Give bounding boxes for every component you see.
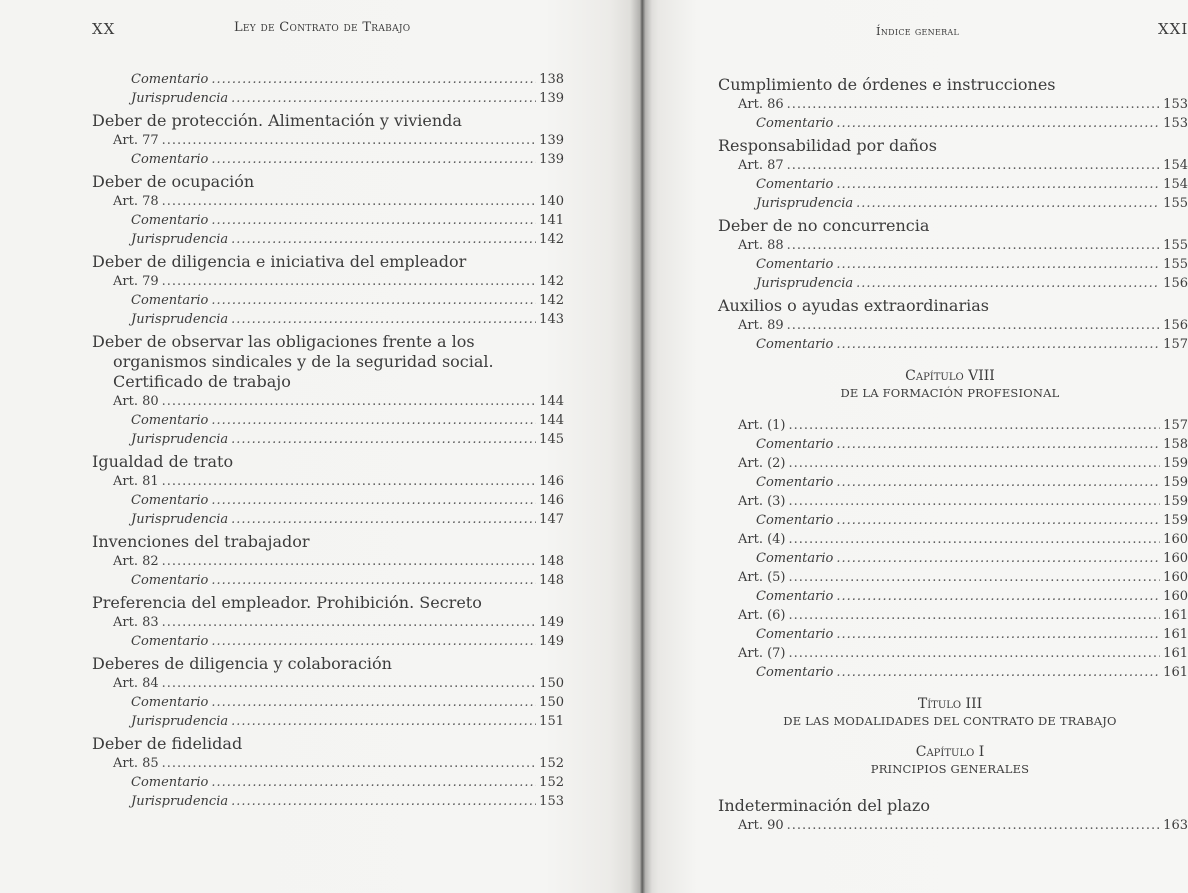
toc-subentry (718, 625, 1188, 644)
heading-text: Igualdad de trato (92, 452, 234, 471)
page-ref: 149 (539, 634, 564, 649)
heading-text: Invenciones del trabajador (92, 532, 310, 551)
entry-label: Art. (6) (738, 608, 786, 623)
toc-subentry (718, 194, 1188, 213)
title-heading (712, 696, 1188, 730)
page-ref: 159 (1163, 494, 1188, 509)
page-ref: 159 (1163, 513, 1188, 528)
page-ref: 153 (1163, 116, 1188, 131)
heading-continuation: organismos sindicales y de la seguridad social. (113, 352, 494, 371)
page-ref: 144 (539, 394, 564, 409)
toc-subentry (92, 773, 564, 792)
dot-leader (162, 392, 537, 411)
entry-label: Art. (5) (738, 570, 786, 585)
toc-section-heading (718, 296, 1188, 316)
toc-article-entry (718, 492, 1188, 511)
toc-section-heading (718, 796, 1188, 816)
toc-subentry (92, 70, 564, 89)
heading-text: Cumplimiento de órdenes e instrucciones (718, 75, 1056, 94)
entry-label: Art. 83 (113, 615, 159, 630)
division-name: PRINCIPIOS GENERALES (870, 762, 1030, 776)
entry-label: Comentario (756, 551, 834, 566)
entry-label: Comentario (756, 665, 834, 680)
toc-section-heading (92, 252, 564, 272)
running-head: Índice general (876, 24, 960, 38)
entry-label: Comentario (131, 775, 209, 790)
page-ref: 154 (1163, 177, 1188, 192)
toc-article-entry (92, 272, 564, 291)
division-number: Título III (917, 696, 983, 712)
page-ref: 139 (539, 133, 564, 148)
toc-article-entry (92, 392, 564, 411)
dot-leader (789, 606, 1161, 625)
dot-leader (836, 511, 1160, 530)
dot-leader (789, 530, 1161, 549)
dot-leader (789, 492, 1161, 511)
division-number: Capítulo VIII (905, 368, 995, 384)
toc-section-heading (718, 136, 1188, 156)
dot-leader (789, 568, 1161, 587)
dot-leader (836, 625, 1160, 644)
entry-label: Comentario (756, 627, 834, 642)
toc-subentry (92, 632, 564, 651)
dot-leader (231, 792, 536, 811)
page-ref: 142 (539, 274, 564, 289)
dot-leader (162, 272, 537, 291)
toc-subentry (718, 335, 1188, 354)
toc-subentry (718, 255, 1188, 274)
toc-section-heading (718, 216, 1188, 236)
page-ref: 161 (1163, 665, 1188, 680)
entry-label: Comentario (756, 257, 834, 272)
toc-subentry (92, 211, 564, 230)
page-ref: 161 (1163, 627, 1188, 642)
dot-leader (789, 644, 1161, 663)
toc-section-heading (92, 593, 564, 613)
page-ref: 160 (1163, 551, 1188, 566)
dot-leader (787, 816, 1161, 835)
entry-label: Art. 80 (113, 394, 159, 409)
toc-article-entry (92, 754, 564, 773)
toc-article-entry (92, 552, 564, 571)
toc-article-entry (92, 613, 564, 632)
toc-article-entry (718, 316, 1188, 335)
entry-label: Jurisprudencia (756, 196, 854, 211)
page-ref: 159 (1163, 456, 1188, 471)
page-ref: 150 (539, 695, 564, 710)
entry-label: Comentario (131, 152, 209, 167)
entry-label: Jurisprudencia (131, 512, 229, 527)
dot-leader (836, 435, 1160, 454)
toc-article-entry (718, 816, 1188, 835)
page-ref: 157 (1163, 418, 1188, 433)
page-ref: 155 (1163, 196, 1188, 211)
entry-label: Comentario (131, 413, 209, 428)
page-ref: 153 (1163, 97, 1188, 112)
entry-label: Art. 77 (113, 133, 159, 148)
dot-leader (211, 693, 536, 712)
toc-subentry (718, 274, 1188, 293)
dot-leader (162, 131, 537, 150)
running-head: Ley de Contrato de Trabajo (234, 20, 411, 35)
page-ref: 140 (539, 194, 564, 209)
toc-article-entry (718, 644, 1188, 663)
entry-label: Jurisprudencia (756, 276, 854, 291)
toc-article-entry (718, 156, 1188, 175)
page-ref: 154 (1163, 158, 1188, 173)
dot-leader (162, 552, 537, 571)
heading-text: Deber de diligencia e iniciativa del empleador (92, 252, 467, 271)
dot-leader (231, 712, 536, 731)
dot-leader (787, 236, 1161, 255)
entry-label: Jurisprudencia (131, 312, 229, 327)
dot-leader (787, 95, 1161, 114)
dot-leader (211, 150, 536, 169)
dot-leader (856, 194, 1160, 213)
page-ref: 158 (1163, 437, 1188, 452)
heading-text: Deber de protección. Alimentación y vivienda (92, 111, 462, 130)
toc-article-entry (718, 236, 1188, 255)
toc-subentry (92, 150, 564, 169)
toc-subentry (718, 435, 1188, 454)
page-number: XXI (1158, 20, 1188, 38)
entry-label: Art. (3) (738, 494, 786, 509)
dot-leader (231, 430, 536, 449)
dot-leader (836, 255, 1160, 274)
page-ref: 151 (539, 714, 564, 729)
dot-leader (211, 411, 536, 430)
heading-text: Auxilios o ayudas extraordinarias (718, 296, 989, 315)
entry-label: Jurisprudencia (131, 232, 229, 247)
page-ref: 139 (539, 91, 564, 106)
dot-leader (836, 663, 1160, 682)
toc-section-heading (92, 172, 564, 192)
table-of-contents (718, 72, 1188, 835)
division-number: Capítulo I (915, 744, 985, 760)
toc-article-entry (92, 131, 564, 150)
toc-subentry (92, 411, 564, 430)
toc-article-entry (718, 416, 1188, 435)
dot-leader (162, 754, 537, 773)
dot-leader (231, 310, 536, 329)
entry-label: Jurisprudencia (131, 794, 229, 809)
toc-article-entry (92, 192, 564, 211)
dot-leader (162, 613, 537, 632)
entry-label: Comentario (131, 213, 209, 228)
page-ref: 160 (1163, 589, 1188, 604)
entry-label: Art. 78 (113, 194, 159, 209)
dot-leader (836, 175, 1160, 194)
page-ref: 143 (539, 312, 564, 327)
chapter-heading (712, 744, 1188, 778)
page-ref: 155 (1163, 238, 1188, 253)
entry-label: Art. 86 (738, 97, 784, 112)
entry-label: Jurisprudencia (131, 91, 229, 106)
toc-subentry (92, 291, 564, 310)
entry-label: Comentario (756, 437, 834, 452)
page-ref: 161 (1163, 608, 1188, 623)
dot-leader (787, 316, 1161, 335)
entry-label: Comentario (131, 72, 209, 87)
dot-leader (789, 454, 1161, 473)
page-ref: 142 (539, 232, 564, 247)
toc-section-heading (92, 332, 564, 392)
dot-leader (162, 472, 537, 491)
toc-subentry (718, 114, 1188, 133)
entry-label: Comentario (756, 589, 834, 604)
toc-section-heading (92, 734, 564, 754)
toc-subentry (92, 491, 564, 510)
toc-subentry (92, 310, 564, 329)
page-ref: 138 (539, 72, 564, 87)
entry-label: Comentario (131, 573, 209, 588)
dot-leader (836, 587, 1160, 606)
page-ref: 156 (1163, 276, 1188, 291)
dot-leader (836, 114, 1160, 133)
toc-subentry (92, 510, 564, 529)
page-ref: 148 (539, 573, 564, 588)
page-ref: 142 (539, 293, 564, 308)
page-ref: 152 (539, 775, 564, 790)
entry-label: Comentario (131, 695, 209, 710)
page-ref: 152 (539, 756, 564, 771)
toc-section-heading (718, 75, 1188, 95)
heading-text: Deberes de diligencia y colaboración (92, 654, 392, 673)
book-gutter (630, 0, 652, 893)
toc-section-heading (92, 654, 564, 674)
entry-label: Art. 81 (113, 474, 159, 489)
toc-article-entry (92, 674, 564, 693)
dot-leader (231, 89, 536, 108)
heading-text: Deber de observar las obligaciones frente a los (92, 332, 475, 351)
dot-leader (856, 274, 1160, 293)
toc-article-entry (92, 472, 564, 491)
toc-section-heading (92, 532, 564, 552)
entry-label: Comentario (131, 634, 209, 649)
table-of-contents (92, 70, 564, 811)
dot-leader (231, 230, 536, 249)
dot-leader (211, 70, 536, 89)
entry-label: Comentario (756, 177, 834, 192)
toc-subentry (718, 663, 1188, 682)
dot-leader (211, 632, 536, 651)
page-ref: 141 (539, 213, 564, 228)
heading-text: Deber de fidelidad (92, 734, 243, 753)
dot-leader (211, 773, 536, 792)
toc-subentry (92, 693, 564, 712)
dot-leader (836, 473, 1160, 492)
page-ref: 146 (539, 474, 564, 489)
entry-label: Art. 87 (738, 158, 784, 173)
page-ref: 153 (539, 794, 564, 809)
division-name: DE LAS MODALIDADES DEL CONTRATO DE TRABAJO (783, 714, 1117, 728)
entry-label: Comentario (756, 475, 834, 490)
toc-subentry (718, 511, 1188, 530)
entry-label: Art. (4) (738, 532, 786, 547)
entry-label: Comentario (131, 293, 209, 308)
page-ref: 161 (1163, 646, 1188, 661)
toc-subentry (92, 430, 564, 449)
toc-subentry (92, 792, 564, 811)
toc-section-heading (92, 452, 564, 472)
entry-label: Art. 89 (738, 318, 784, 333)
chapter-heading (712, 368, 1188, 402)
page-ref: 156 (1163, 318, 1188, 333)
page-ref: 159 (1163, 475, 1188, 490)
entry-label: Jurisprudencia (131, 714, 229, 729)
toc-subentry (718, 587, 1188, 606)
entry-label: Art. (1) (738, 418, 786, 433)
heading-text: Deber de ocupación (92, 172, 255, 191)
toc-section-heading (92, 111, 564, 131)
toc-subentry (92, 571, 564, 590)
dot-leader (211, 211, 536, 230)
toc-subentry (92, 230, 564, 249)
entry-label: Comentario (756, 116, 834, 131)
dot-leader (162, 192, 537, 211)
page-ref: 148 (539, 554, 564, 569)
entry-label: Art. 90 (738, 818, 784, 833)
heading-text: Responsabilidad por daños (718, 136, 937, 155)
dot-leader (836, 335, 1160, 354)
dot-leader (211, 491, 536, 510)
page-ref: 147 (539, 512, 564, 527)
entry-label: Art. (2) (738, 456, 786, 471)
dot-leader (211, 291, 536, 310)
entry-label: Comentario (756, 337, 834, 352)
page-ref: 139 (539, 152, 564, 167)
dot-leader (211, 571, 536, 590)
entry-label: Art. 79 (113, 274, 159, 289)
division-name: DE LA FORMACIÓN PROFESIONAL (840, 386, 1060, 400)
page-ref: 160 (1163, 570, 1188, 585)
heading-text: Deber de no concurrencia (718, 216, 930, 235)
entry-label: Comentario (131, 493, 209, 508)
entry-label: Art. 88 (738, 238, 784, 253)
page-ref: 145 (539, 432, 564, 447)
dot-leader (162, 674, 537, 693)
toc-subentry (718, 473, 1188, 492)
entry-label: Art. 85 (113, 756, 159, 771)
page-ref: 155 (1163, 257, 1188, 272)
dot-leader (836, 549, 1160, 568)
page-ref: 146 (539, 493, 564, 508)
page-ref: 144 (539, 413, 564, 428)
toc-article-entry (718, 95, 1188, 114)
toc-subentry (718, 549, 1188, 568)
dot-leader (787, 156, 1161, 175)
page-number: XX (92, 20, 116, 38)
page-ref: 150 (539, 676, 564, 691)
heading-continuation: Certificado de trabajo (113, 372, 291, 391)
toc-subentry (718, 175, 1188, 194)
toc-article-entry (718, 568, 1188, 587)
entry-label: Comentario (756, 513, 834, 528)
heading-text: Preferencia del empleador. Prohibición. Secreto (92, 593, 482, 612)
page-ref: 157 (1163, 337, 1188, 352)
page-ref: 149 (539, 615, 564, 630)
page-ref: 163 (1163, 818, 1188, 833)
entry-label: Jurisprudencia (131, 432, 229, 447)
dot-leader (789, 416, 1161, 435)
toc-article-entry (718, 454, 1188, 473)
toc-subentry (92, 712, 564, 731)
entry-label: Art. 84 (113, 676, 159, 691)
entry-label: Art. (7) (738, 646, 786, 661)
page-ref: 160 (1163, 532, 1188, 547)
dot-leader (231, 510, 536, 529)
heading-text: Indeterminación del plazo (718, 796, 930, 815)
toc-article-entry (718, 530, 1188, 549)
toc-subentry (92, 89, 564, 108)
entry-label: Art. 82 (113, 554, 159, 569)
toc-article-entry (718, 606, 1188, 625)
